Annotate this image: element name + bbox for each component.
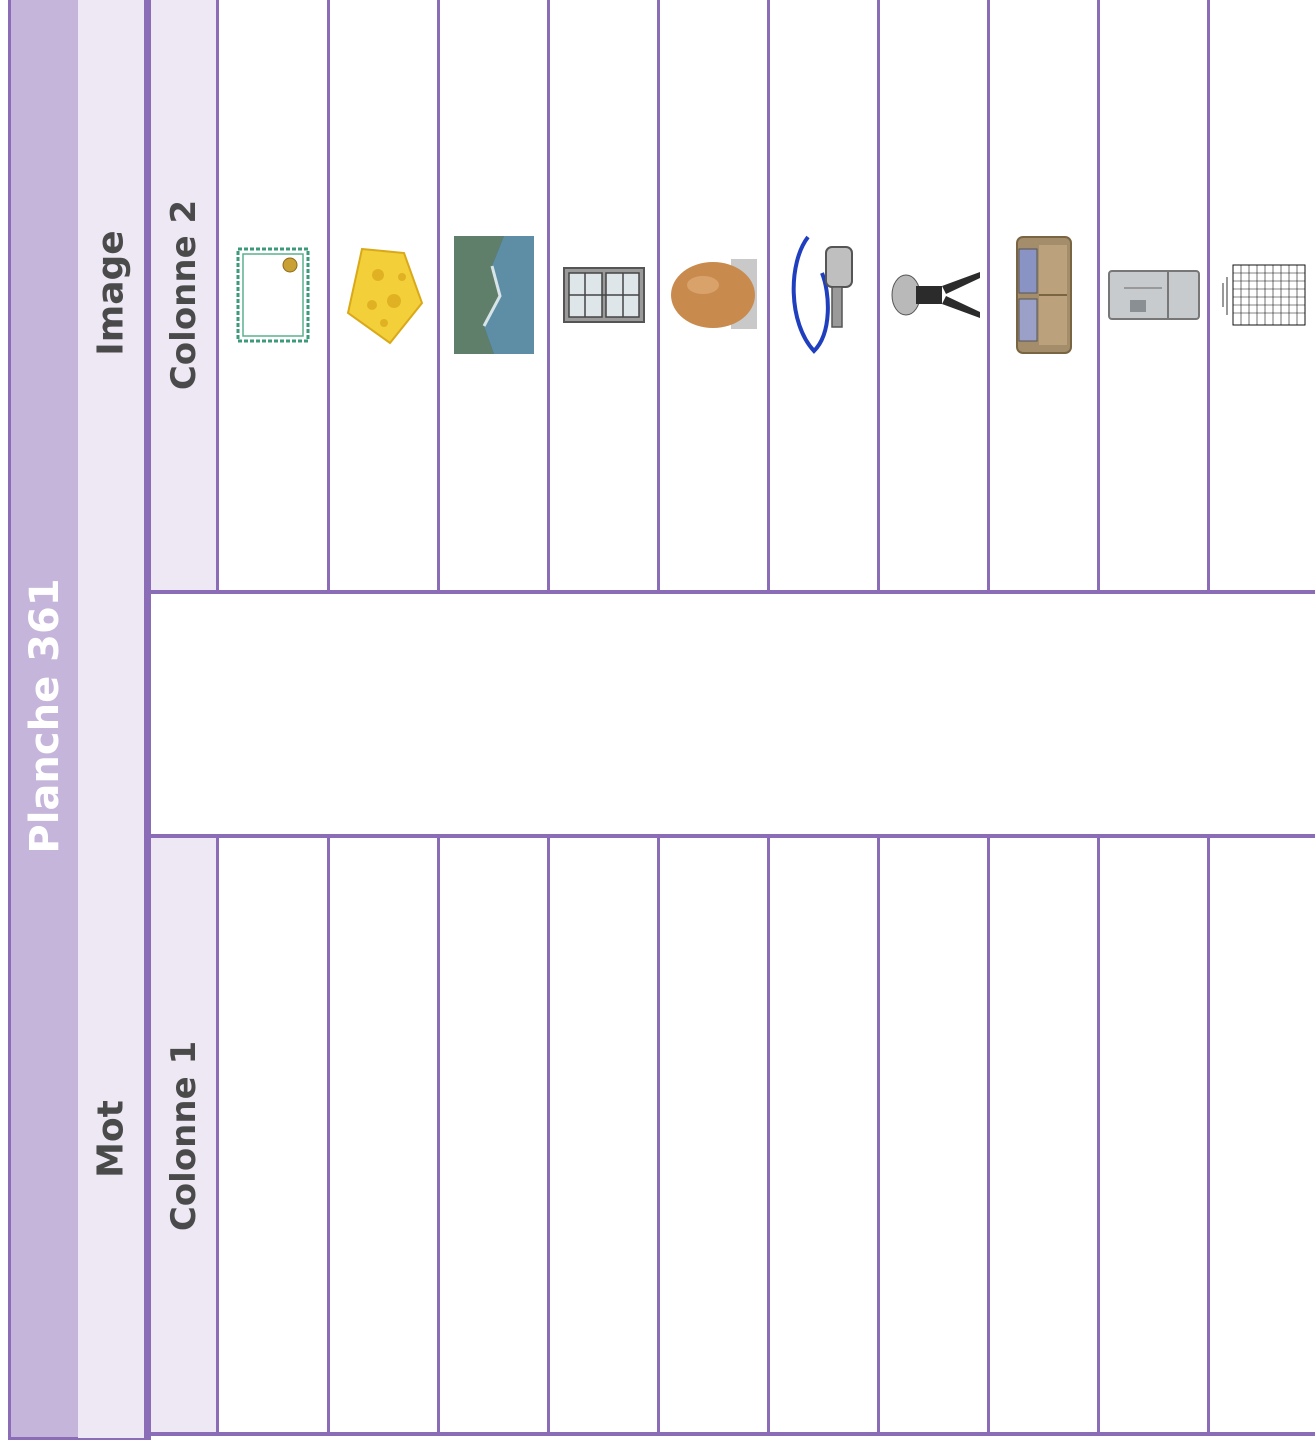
whistle-icon [770,230,877,360]
refrigerator-icon [1100,230,1207,360]
image-header: Image [90,230,132,356]
page-title: Planche 361 [22,578,68,854]
cheese-icon [330,230,437,360]
word-header: Mot [90,1100,132,1178]
businessman-icon [880,230,987,360]
grid-line [327,838,330,1436]
grid-line [437,838,440,1436]
aerial-coastline-photo-icon [440,230,547,360]
grid-line [1207,838,1210,1436]
grid-line [767,838,770,1436]
column-2-label: Colonne 2 [164,199,204,391]
certificate-frame-icon [219,230,327,360]
header-divider [144,0,151,1440]
section-separator-bottom [151,834,1315,838]
section-separator-top [151,590,1315,594]
sofa-icon [990,230,1097,360]
window-icon [550,230,657,360]
grid-line [216,838,219,1436]
header-band [78,0,144,1440]
egg-icon [660,230,767,360]
grid-line [547,838,550,1436]
grid-line [657,838,660,1436]
spreadsheet-document-icon [1210,230,1315,360]
grid-line [987,838,990,1436]
grid-bottom-border [151,1432,1315,1436]
grid-line [877,838,880,1436]
column-1-label: Colonne 1 [164,1040,204,1232]
grid-line [1097,838,1100,1436]
